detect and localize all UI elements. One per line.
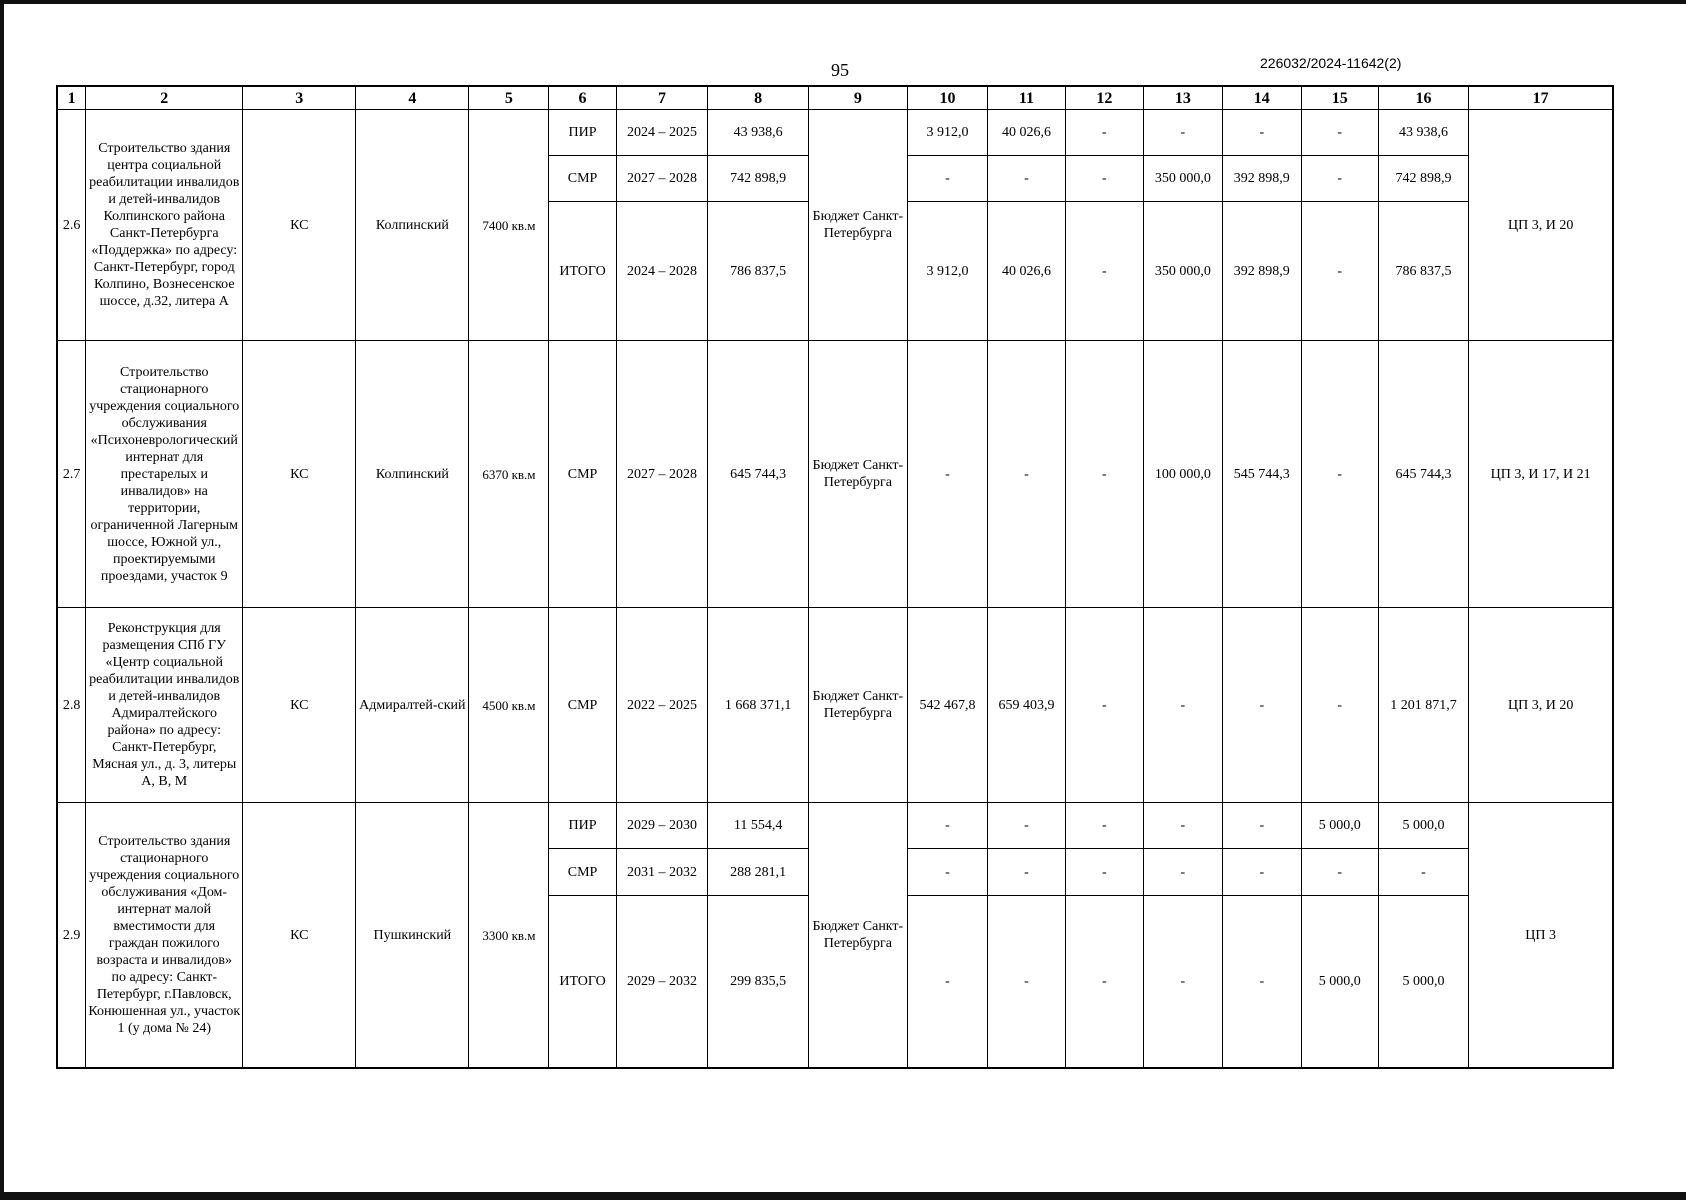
value-col12: - [1065, 895, 1143, 1068]
col-header: 12 [1065, 86, 1143, 110]
district: Колпинский [356, 110, 469, 341]
col-header: 6 [549, 86, 616, 110]
col-header: 13 [1143, 86, 1222, 110]
object-name: Строительство здания стационарного учреждения социального обслуживания «Дом-интернат малой вместимости для граждан пожилого возраста и инвалидов» по адресу: Санкт-Петербург, г.Павловск, Конюшенная ул., участок 1 (у дома № 24) [86, 803, 243, 1068]
stage: ПИР [549, 110, 616, 156]
period: 2029 – 2030 [616, 803, 708, 849]
value-col10: - [908, 341, 988, 608]
value-col12: - [1065, 803, 1143, 849]
stage: ИТОГО [549, 895, 616, 1068]
value-col12: - [1065, 156, 1143, 202]
value-col14: 392 898,9 [1222, 202, 1301, 341]
object-name: Строительство стационарного учреждения социального обслуживания «Психоневрологический интернат для престарелых и инвалидов» на территории, ограниченной Лагерным шоссе, Южной ул., проектируемыми проездами, участок 9 [86, 341, 243, 608]
total-cost: 786 837,5 [708, 202, 808, 341]
value-col12: - [1065, 341, 1143, 608]
table-row [57, 110, 1613, 156]
target-indicator: ЦП 3 [1469, 803, 1613, 1068]
value-col16: 645 744,3 [1378, 341, 1469, 608]
value-col10: 542 467,8 [908, 608, 988, 803]
table-row [57, 803, 1613, 849]
col-header: 14 [1222, 86, 1301, 110]
value-col15: 5 000,0 [1301, 803, 1378, 849]
funding-source: Бюджет Санкт-Петербурга [808, 110, 907, 341]
value-col16: 1 201 871,7 [1378, 608, 1469, 803]
table-row [57, 341, 1613, 608]
value-col11: 40 026,6 [988, 110, 1066, 156]
funding-source: Бюджет Санкт-Петербурга [808, 803, 907, 1068]
value-col16: 5 000,0 [1378, 803, 1469, 849]
col-header: 3 [243, 86, 356, 110]
value-col15: - [1301, 608, 1378, 803]
col-header: 9 [808, 86, 907, 110]
value-col10: - [908, 849, 988, 895]
value-col12: - [1065, 110, 1143, 156]
col-header: 5 [469, 86, 549, 110]
stage: СМР [549, 156, 616, 202]
area: 6370 кв.м [469, 341, 549, 608]
row-number: 2.8 [57, 608, 86, 803]
col-header: 10 [908, 86, 988, 110]
value-col10: 3 912,0 [908, 202, 988, 341]
funding-source: Бюджет Санкт-Петербурга [808, 608, 907, 803]
scan-edge-bottom [0, 1192, 1686, 1200]
value-col13: 350 000,0 [1143, 156, 1222, 202]
value-col14: - [1222, 803, 1301, 849]
value-col14: - [1222, 849, 1301, 895]
stage: ПИР [549, 803, 616, 849]
value-col13: 100 000,0 [1143, 341, 1222, 608]
value-col12: - [1065, 608, 1143, 803]
value-col12: - [1065, 202, 1143, 341]
object-type: КС [243, 341, 356, 608]
object-type: КС [243, 608, 356, 803]
col-header: 4 [356, 86, 469, 110]
value-col10: 3 912,0 [908, 110, 988, 156]
value-col16: 742 898,9 [1378, 156, 1469, 202]
stage: СМР [549, 341, 616, 608]
value-col15: - [1301, 202, 1378, 341]
header-row [57, 86, 1613, 110]
value-col12: - [1065, 849, 1143, 895]
value-col16: 5 000,0 [1378, 895, 1469, 1068]
scan-edge-left [0, 0, 4, 1200]
total-cost: 742 898,9 [708, 156, 808, 202]
target-indicator: ЦП 3, И 17, И 21 [1469, 341, 1613, 608]
value-col15: - [1301, 341, 1378, 608]
stage: СМР [549, 608, 616, 803]
value-col14: - [1222, 895, 1301, 1068]
object-name: Реконструкция для размещения СПб ГУ «Центр социальной реабилитации инвалидов и детей-инвалидов Адмиралтейского района» по адресу: Санкт-Петербург, Мясная ул., д. 3, литеры А, В, М [86, 608, 243, 803]
value-col13: - [1143, 803, 1222, 849]
document-number: 226032/2024-11642(2) [1260, 55, 1402, 71]
area: 3300 кв.м [469, 803, 549, 1068]
value-col16: 43 938,6 [1378, 110, 1469, 156]
scan-edge-top [0, 0, 1686, 4]
value-col16: 786 837,5 [1378, 202, 1469, 341]
total-cost: 288 281,1 [708, 849, 808, 895]
row-number: 2.6 [57, 110, 86, 341]
value-col10: - [908, 895, 988, 1068]
area: 4500 кв.м [469, 608, 549, 803]
value-col10: - [908, 803, 988, 849]
table-row [57, 608, 1613, 803]
total-cost: 43 938,6 [708, 110, 808, 156]
value-col15: - [1301, 156, 1378, 202]
value-col14: - [1222, 110, 1301, 156]
period: 2031 – 2032 [616, 849, 708, 895]
col-header: 8 [708, 86, 808, 110]
object-type: КС [243, 803, 356, 1068]
col-header: 15 [1301, 86, 1378, 110]
period: 2022 – 2025 [616, 608, 708, 803]
value-col11: 659 403,9 [988, 608, 1066, 803]
col-header: 7 [616, 86, 708, 110]
value-col11: 40 026,6 [988, 202, 1066, 341]
value-col11: - [988, 341, 1066, 608]
value-col11: - [988, 895, 1066, 1068]
value-col11: - [988, 803, 1066, 849]
value-col14: 392 898,9 [1222, 156, 1301, 202]
district: Пушкинский [356, 803, 469, 1068]
object-name: Строительство здания центра социальной реабилитации инвалидов и детей-инвалидов Колпинского района Санкт-Петербурга «Поддержка» по адресу: Санкт-Петербург, город Колпино, Вознесенское шоссе, д.32, литера А [86, 110, 243, 341]
value-col13: - [1143, 895, 1222, 1068]
total-cost: 299 835,5 [708, 895, 808, 1068]
stage: СМР [549, 849, 616, 895]
value-col13: - [1143, 849, 1222, 895]
period: 2027 – 2028 [616, 341, 708, 608]
col-header: 2 [86, 86, 243, 110]
total-cost: 645 744,3 [708, 341, 808, 608]
row-number: 2.7 [57, 341, 86, 608]
row-number: 2.9 [57, 803, 86, 1068]
value-col15: - [1301, 110, 1378, 156]
target-indicator: ЦП 3, И 20 [1469, 110, 1613, 341]
value-col11: - [988, 849, 1066, 895]
target-indicator: ЦП 3, И 20 [1469, 608, 1613, 803]
value-col10: - [908, 156, 988, 202]
value-col14: 545 744,3 [1222, 341, 1301, 608]
page-number: 95 [831, 60, 849, 80]
value-col13: - [1143, 110, 1222, 156]
area: 7400 кв.м [469, 110, 549, 341]
value-col14: - [1222, 608, 1301, 803]
district: Адмиралтей-ский [356, 608, 469, 803]
investment-table [56, 85, 1614, 1069]
col-header: 16 [1378, 86, 1469, 110]
value-col13: 350 000,0 [1143, 202, 1222, 341]
period: 2024 – 2028 [616, 202, 708, 341]
stage: ИТОГО [549, 202, 616, 341]
total-cost: 11 554,4 [708, 803, 808, 849]
funding-source: Бюджет Санкт-Петербурга [808, 341, 907, 608]
object-type: КС [243, 110, 356, 341]
value-col15: - [1301, 849, 1378, 895]
value-col13: - [1143, 608, 1222, 803]
value-col15: 5 000,0 [1301, 895, 1378, 1068]
period: 2024 – 2025 [616, 110, 708, 156]
col-header: 17 [1469, 86, 1613, 110]
value-col11: - [988, 156, 1066, 202]
total-cost: 1 668 371,1 [708, 608, 808, 803]
district: Колпинский [356, 341, 469, 608]
col-header: 11 [988, 86, 1066, 110]
period: 2027 – 2028 [616, 156, 708, 202]
col-header: 1 [57, 86, 86, 110]
value-col16: - [1378, 849, 1469, 895]
period: 2029 – 2032 [616, 895, 708, 1068]
